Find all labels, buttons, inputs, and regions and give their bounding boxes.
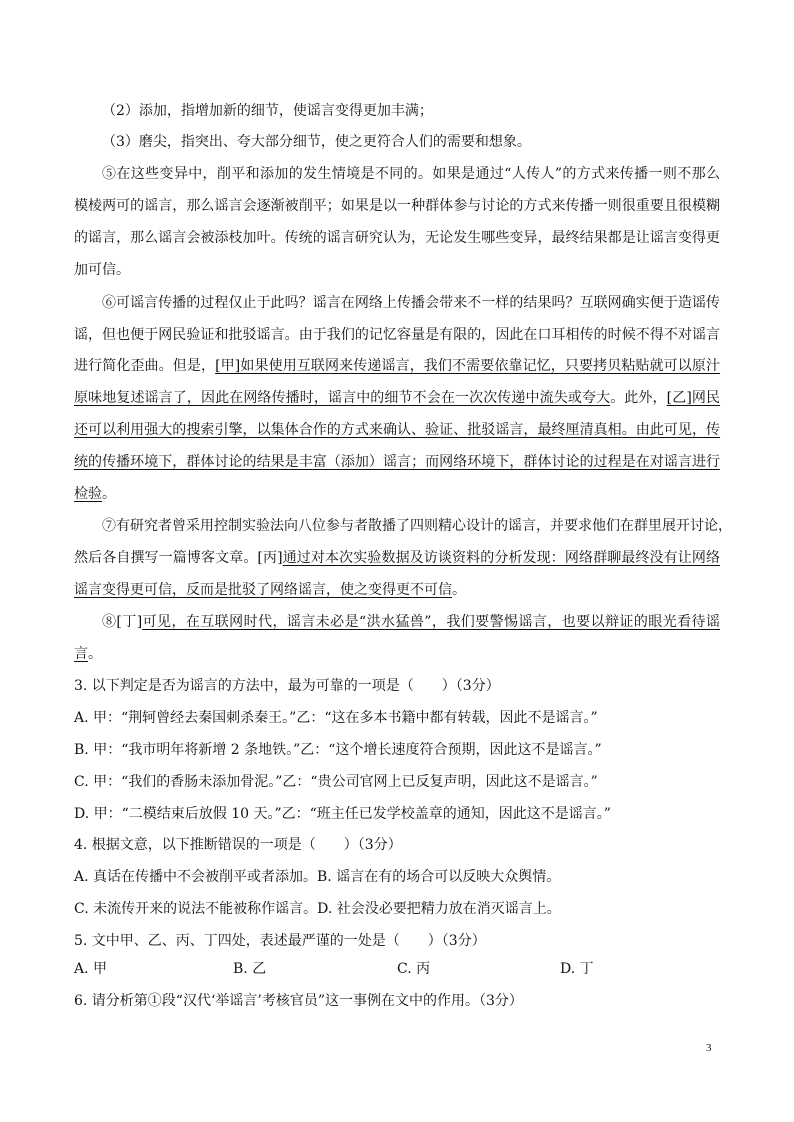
question-5-stem: 5. 文中甲、乙、丙、丁四处，表述最严谨的一处是（ ）（3分） <box>74 933 486 949</box>
underlined-passage-jia: 原味地复述谣言了，因此在网络传播时，谣言中的细节不会在一次次传递中流失或夸大 <box>74 390 611 406</box>
paragraph-7-line-1: ⑦有研究者曾采用控制实验法向八位参与者散播了四则精心设计的谣言，并要求他们在群里展开讨论， <box>102 518 732 534</box>
text-segment: 然后各自撰写一篇博客文章。[丙] <box>74 550 283 566</box>
text-segment: ⑧[丁] <box>102 614 143 630</box>
underlined-passage-ding: 可见，在互联网时代，谣言未必是“洪水猛兽”，我们要警惕谣言，也要以辩证的眼光看待谣 <box>142 614 720 630</box>
question-3-stem: 3. 以下判定是否为谣言的方法中，最为可靠的一项是（ ）（3分） <box>74 678 500 694</box>
question-5-option-d: D. 丁 <box>560 961 594 977</box>
question-5-option-a: A. 甲 <box>74 961 108 977</box>
question-5-option-c: C. 丙 <box>397 961 431 977</box>
paragraph-6-line-2: 谣，但也便于网民验证和批驳谣言。由于我们的记忆容量是有限的，因此在口耳相传的时候不得不对谣言 <box>74 327 720 343</box>
question-4-options-ab: A. 真话在传播中不会被削平或者添加。B. 谣言在有的场合可以反映大众舆情。 <box>74 869 561 885</box>
underlined-passage-yi: [乙]网民 <box>666 390 721 406</box>
list-item-add: （2）添加，指增加新的细节，使谣言变得更加丰满； <box>102 103 433 119</box>
underlined-passage-yi: 还可以利用强大的搜索引擎，以集体合作的方式来确认、验证、批驳谣言，最终厘清真相 <box>74 422 622 438</box>
paragraph-5-line-3: 的谣言，那么谣言会被添枝加叶。传统的谣言研究认为，无论发生哪些变异，最终结果都是让谣言变得更 <box>74 230 720 246</box>
text-segment: 。 <box>452 582 466 598</box>
underlined-passage-bing: 通过对本次实验数据及访谈资料的分析发现：网络群聊最终没有让网络 <box>282 550 720 566</box>
underlined-passage-bing: 谣言变得更可信，反而是批驳了网络谣言，使之变得更不可信 <box>74 582 452 598</box>
underlined-passage-conclusion: 检验 <box>74 486 102 502</box>
underlined-passage-jia: [甲]如果使用互联网来传递谣言，我们不需要依靠记忆，只要拷贝粘贴就可以原汁 <box>215 358 721 374</box>
question-3-option-c: C. 甲：“我们的香肠未添加骨泥。”乙：“贵公司官网上已反复声明，因此这不是谣言。” <box>74 774 598 790</box>
question-3-option-d: D. 甲：“二模结束后放假 10 天。”乙：“班主任已发学校盖章的通知，因此这不是谣言。” <box>74 806 611 822</box>
text-segment: 。 <box>102 486 116 502</box>
paragraph-8-line-2 <box>74 645 720 663</box>
paragraph-7-line-2 <box>74 549 720 567</box>
underlined-passage-ding: 言 <box>74 646 88 662</box>
paragraph-6-line-4 <box>74 389 720 407</box>
question-6-stem: 6. 请分析第①段“汉代‘举谣言’考核官员”这一事例在文中的作用。（3分） <box>74 993 523 1009</box>
page-number: 3 <box>706 1042 712 1054</box>
text-segment: 进行简化歪曲。但是， <box>74 358 216 374</box>
paragraph-6-line-3 <box>74 357 720 375</box>
paragraph-5-line-2: 模棱两可的谣言，那么谣言会逐渐被削平；如果是以一种群体参与讨论的方式来传播一则很重要且很模糊 <box>74 198 720 214</box>
paragraph-5-line-4: 加可信。 <box>74 262 130 278</box>
question-4-options-cd: C. 未流传开来的说法不能被称作谣言。D. 社会没必要把精力放在消灭谣言上。 <box>74 901 561 917</box>
underlined-passage-conclusion: 。由此可见，传 <box>621 422 721 438</box>
paragraph-5-line-1: ⑤在这些变异中，削平和添加的发生情境是不同的。如果是通过“人传人”的方式来传播一则不那么 <box>102 166 720 182</box>
paragraph-6-line-1: ⑥可谣言传播的过程仅止于此吗？谣言在网络上传播会带来不一样的结果吗？互联网确实便于造谣传 <box>102 295 720 311</box>
question-5-options <box>74 960 720 978</box>
paragraph-8-line-1 <box>102 613 720 631</box>
paragraph-6-line-6: 统的传播环境下，群体讨论的结果是丰富（添加）谣言；而网络环境下，群体讨论的过程是在对谣言进行 <box>74 454 720 470</box>
paragraph-7-line-3 <box>74 581 720 599</box>
text-segment: 。 <box>88 646 102 662</box>
question-5-option-b: B. 乙 <box>233 961 267 977</box>
paragraph-6-line-5 <box>74 421 720 439</box>
question-4-stem: 4. 根据文意，以下推断错误的一项是（ ）（3分） <box>74 837 402 853</box>
list-item-sharpen: （3）磨尖，指突出、夸大部分细节，使之更符合人们的需要和想象。 <box>102 134 531 150</box>
question-3-option-a: A. 甲：“荆轲曾经去秦国刺杀秦王。”乙：“这在多本书籍中都有转载，因此不是谣言。” <box>74 710 598 726</box>
text-segment: 。此外， <box>610 390 667 406</box>
question-3-option-b: B. 甲：“我市明年将新增 2 条地铁。”乙：“这个增长速度符合预期，因此这不是谣言。” <box>74 742 602 758</box>
paragraph-6-line-7 <box>74 485 720 503</box>
